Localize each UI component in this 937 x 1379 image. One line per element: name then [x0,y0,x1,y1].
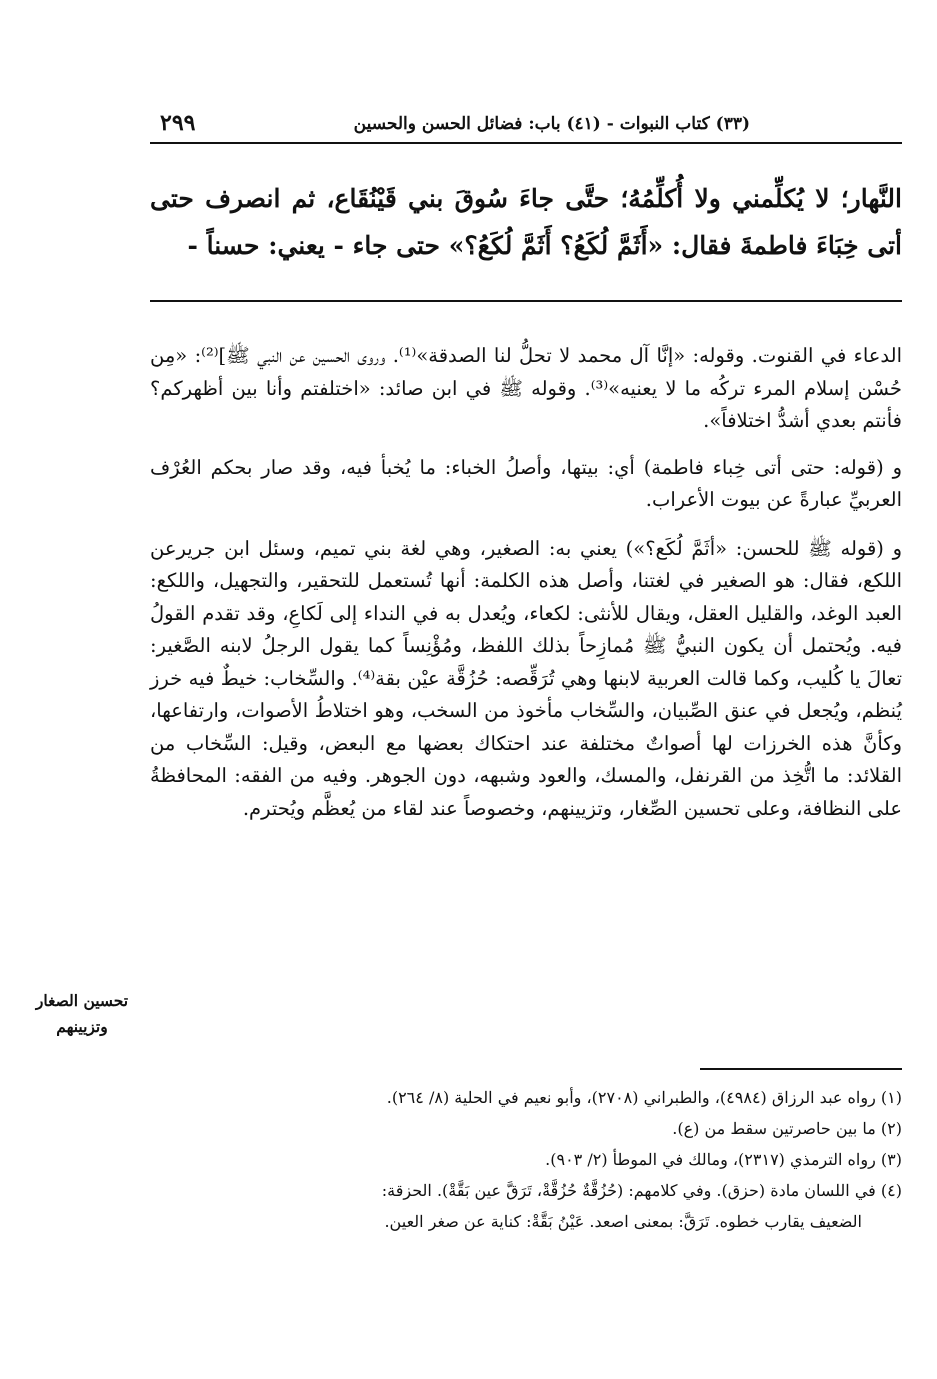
footnote: (١) رواه عبد الرزاق (٤٩٨٤)، والطبراني (٢٧٠٨)، وأبو نعيم في الحلية (٨/ ٢٦٤). [386,1088,902,1107]
margin-note-line: وتزيينهم [56,1017,108,1036]
margin-note [18,988,146,1040]
footnote: (٢) ما بين حاصرتين سقط من (ع). [672,1119,902,1138]
hadith-text: النَّهار؛ لا يُكلِّمني ولا أُكلِّمُهُ؛ حتَّى جاءَ سُوقَ بني قَيْنُقَاع، ثم انصرف حتى أتى خِبَاءَ فاطمةَ فقال: «أَثَمَّ لُكَعُ؟ أَثَمَّ لُكَعُ؟» حتى جاء - يعني: حسناً - [150,184,902,260]
footnote-divider [700,1068,902,1070]
chapter-title: (٣٣) كتاب النبوات - (٤١) باب: فضائل الحسن والحسين [353,114,750,134]
commentary-paragraph: الدعاء في القنوت. وقوله: «إنَّا آل محمد لا تحلُّ لنا الصدقة»⁽¹⁾. وروى الحسين عن النبي ﷺ]⁽²⁾: «مِن حُسْن إسلام المرء تركُه ما لا يعنيه»⁽³⁾. وقوله ﷺ في ابن صائد: «اختلفتم وأنا بين أظهركم؟ فأنتم بعدي أشدُّ اختلافاً». [150,344,902,432]
header-divider [150,142,902,144]
hadith-divider [150,300,902,302]
footnote: (٣) رواه الترمذي (٢٣١٧)، ومالك في الموطأ (٢/ ٩٠٣). [545,1150,902,1169]
page-number: ٢٩٩ [160,110,196,136]
margin-note-line: تحسين الصغار [35,991,129,1010]
commentary-paragraph: و (قوله: حتى أتى خِباء فاطمة) أي: بيتها، وأصلُ الخباء: ما يُخبأ فيه، وقد صار بحكم العُرْف العربيِّ عبارةً عن بيوت الأعراب. [150,455,902,511]
commentary-paragraph: و (قوله ﷺ للحسن: «أثَمَّ لُكَع؟») يعني به: الصغير، وهي لغة بني تميم، وسئل ابن جريرعن اللكع، فقال: هو الصغير في لغتنا، وأصل هذه الكلمة: أنها تُستعمل للتحقير، والتجهيل، واللكع: العبد الوغد، والقليل العقل، ويقال للأنثى: لكعاء، ويُعدل به في النداء إلى لَكاعِ، وقد تقدم القولُ فيه. ويُحتمل أن يكون النبيُّ ﷺ مُمازِحاً بذلك اللفظ، ومُؤْنِساً كما يقول الرجلُ لابنه الصَّغير: تعالَ يا كُليب، وكما قالت العربية لابنها وهي تُرَقِّصه: حُزُقَّة عيْن بقة⁽⁴⁾. والسِّخاب: خيطٌ فيه خرز يُنظم، ويُجعل في عنق الصِّبيان، والسِّخاب مأخوذ من السخب، وهو اختلاطُ الأصوات، وارتفاعها، وكأنَّ هذه الخرزات لها أصواتٌ مختلفة عند احتكاك بعضها مع البعض، وقيل: السِّخاب من القلائد: ما اتُّخِذ من القرنفل، والمسك، والعود وشبهه، دون الجوهر. وفيه من الفقه: المحافظةُ على النظافة، وعلى تحسين الصِّغار، وتزيينهم، وخصوصاً عند لقاء من يُعظَّم ويُحترم. [150,536,902,820]
footnote-continuation: الضعيف يقارب خطوه. تَرَقَّ: بمعنى اصعد. عَيْنُ بَقَّةْ: كناية عن صغر العين. [384,1212,862,1231]
footnotes [150,1082,902,1237]
running-header [150,108,902,142]
commentary [150,340,902,841]
footnote: (٤) في اللسان مادة (حزق). وفي كلامهم: (حُزُقَّةٌ حُزُقَّةْ، تَرَقَّ عين بَقَّةْ). الحزقة: [381,1181,902,1200]
